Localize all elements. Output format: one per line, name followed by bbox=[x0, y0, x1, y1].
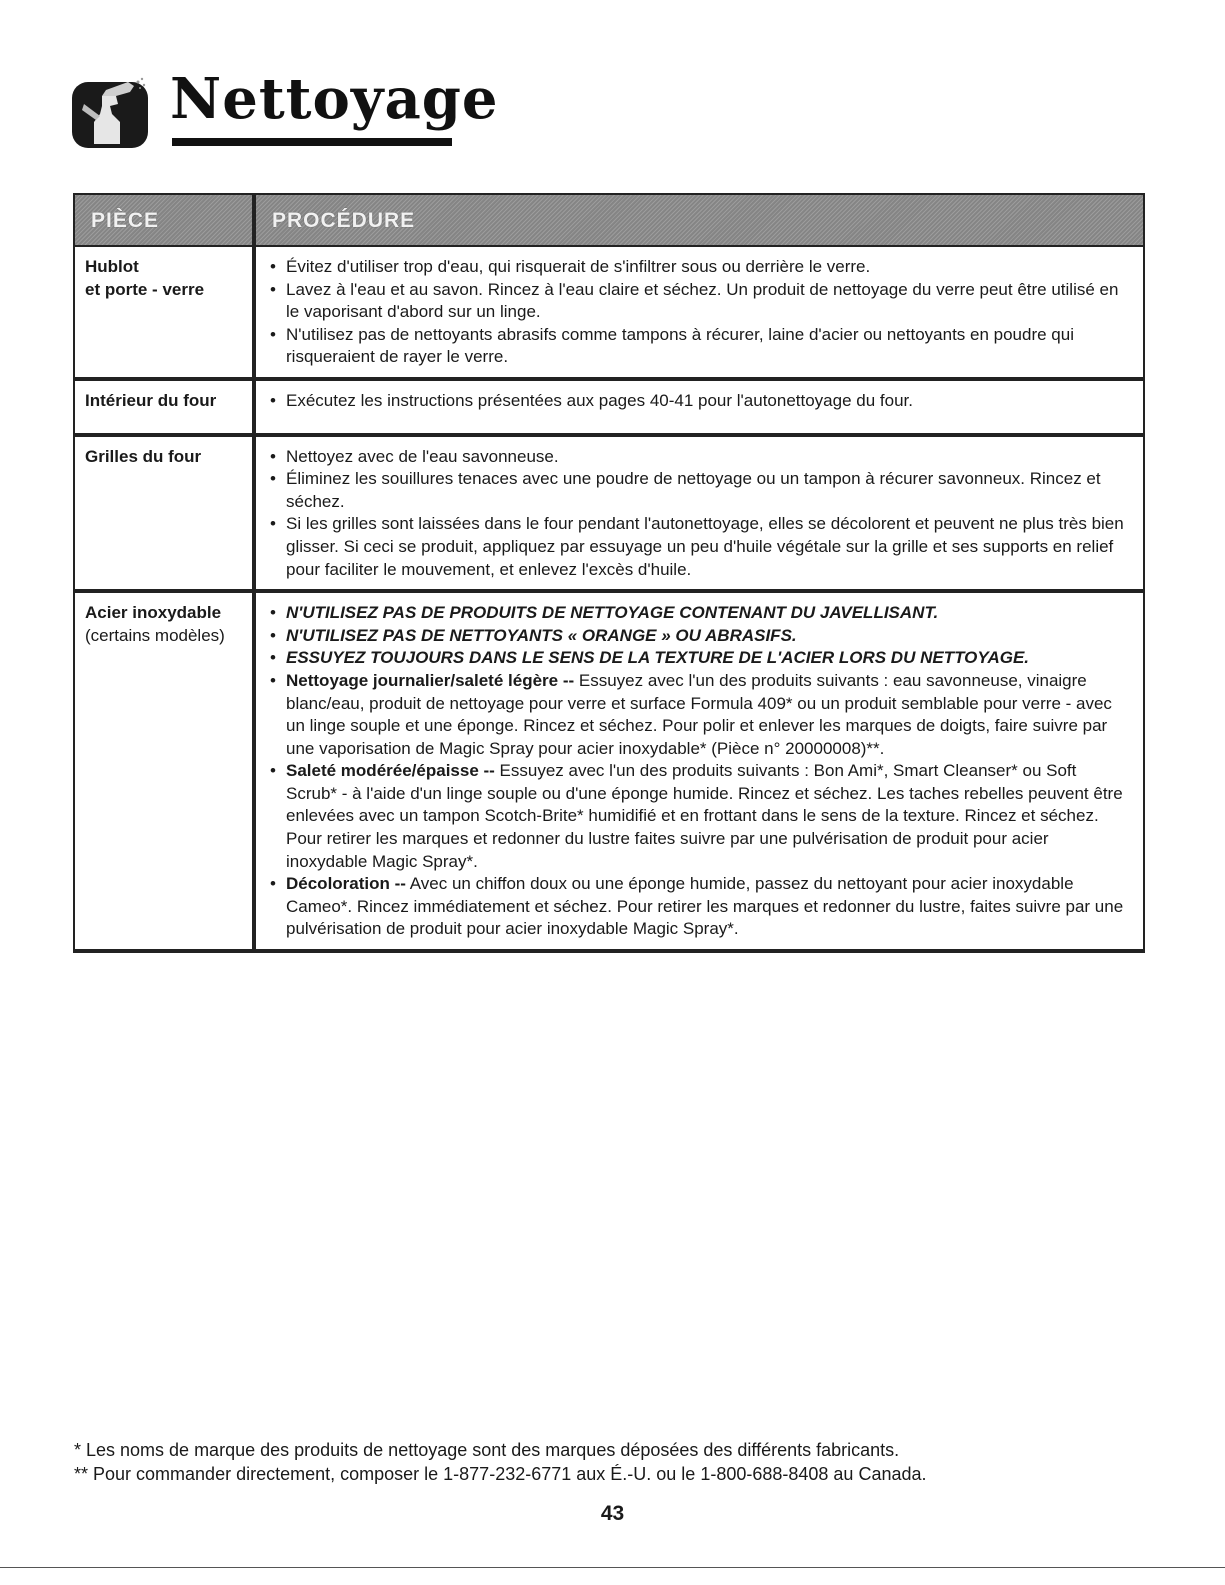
bullet: • bbox=[270, 670, 276, 690]
list-item bbox=[266, 468, 1125, 513]
piece-name: Intérieur du four bbox=[85, 390, 217, 410]
cleaning-table bbox=[73, 193, 1145, 953]
list-item bbox=[266, 390, 1125, 413]
item-text: Essuyez avec l'un des produits suivants : Bon Ami*, Smart Cleanser* ou Soft Scrub* - à l'aide d'un linge souple ou d'une éponge humide. Rincez et séchez. Les taches rebelles peuvent être enlevées avec un tampon Scotch-Brite* humidifié et en frottant dans le sens de la texture. Rincez et séchez. Pour retirer les marques et redonner du lustre faites suivre par une pulvérisation de produit pour acier inoxydable Magic Spray*. bbox=[286, 761, 1123, 871]
item-text: Évitez d'utiliser trop d'eau, qui risquerait de s'infiltrer sous ou derrière le verre. bbox=[286, 257, 871, 276]
header-piece: PIÈCE bbox=[75, 195, 256, 245]
footnote: ** Pour commander directement, composer le 1-877-232-6771 aux É.-U. ou le 1-800-688-8408 au Canada. bbox=[74, 1464, 927, 1484]
bullet: • bbox=[270, 257, 276, 276]
list-item bbox=[266, 513, 1125, 581]
page-number: 43 bbox=[600, 1502, 625, 1525]
bullet: • bbox=[270, 874, 276, 894]
warning-text: ESSUYEZ TOUJOURS DANS LE SENS DE LA TEXTURE DE L'ACIER LORS DU NETTOYAGE. bbox=[286, 648, 1030, 668]
list-item bbox=[266, 873, 1125, 941]
piece-name-line2: et porte - verre bbox=[85, 279, 205, 299]
procedure-list bbox=[266, 446, 1125, 582]
bullet: • bbox=[270, 603, 276, 623]
bullet: • bbox=[270, 625, 276, 645]
table-row bbox=[75, 247, 1143, 381]
bullet: • bbox=[270, 390, 276, 410]
warning-text: N'UTILISEZ PAS DE PRODUITS DE NETTOYAGE CONTENANT DU JAVELLISANT. bbox=[286, 603, 939, 623]
item-text: N'utilisez pas de nettoyants abrasifs comme tampons à récurer, laine d'acier ou nettoyants en poudre qui risqueraient de rayer le verre. bbox=[286, 324, 1074, 367]
bullet: • bbox=[270, 446, 276, 466]
list-item bbox=[266, 446, 1125, 469]
warning-item bbox=[266, 647, 1125, 670]
procedure-cell bbox=[256, 593, 1143, 949]
footnote: * Les noms de marque des produits de nettoyage sont des marques déposées des différents fabricants. bbox=[74, 1440, 900, 1460]
procedure-list bbox=[266, 256, 1125, 369]
item-lead: Saleté modérée/épaisse -- bbox=[286, 761, 495, 781]
title-underline bbox=[172, 138, 452, 146]
bullet: • bbox=[270, 279, 276, 299]
piece-name: Hublot bbox=[85, 257, 139, 276]
table-row bbox=[75, 593, 1143, 949]
item-lead: Décoloration -- bbox=[286, 874, 406, 894]
item-text: Exécutez les instructions présentées aux pages 40-41 pour l'autonettoyage du four. bbox=[286, 390, 913, 410]
bullet: • bbox=[270, 514, 276, 534]
piece-cell bbox=[75, 381, 256, 433]
header-procedure: PROCÉDURE bbox=[272, 209, 416, 232]
table-row bbox=[75, 437, 1143, 594]
list-item bbox=[266, 760, 1125, 873]
piece-cell bbox=[75, 437, 256, 590]
piece-cell bbox=[75, 593, 256, 949]
bullet: • bbox=[270, 324, 276, 344]
list-item bbox=[266, 670, 1125, 760]
bullet: • bbox=[270, 469, 276, 489]
page-bottom-rule bbox=[0, 1567, 1225, 1568]
item-text: Nettoyez avec de l'eau savonneuse. bbox=[286, 446, 559, 466]
procedure-list bbox=[266, 602, 1125, 941]
procedure-cell bbox=[256, 437, 1143, 590]
list-item bbox=[266, 256, 1125, 279]
procedure-list bbox=[266, 390, 1125, 413]
bullet: • bbox=[270, 761, 276, 781]
item-text: Essuyez avec l'un des produits suivants : eau savonneuse, vinaigre blanc/eau, produit de nettoyage pour verre et surface Formula 409* ou un produit semblable pour verre - avec un linge souple et une éponge. Rincez et séchez. Pour polir et enlever les marques de doigts, faire suivre par une vaporisation de Magic Spray pour acier inoxydable* (Pièce n° 20000008)**. bbox=[286, 670, 1112, 758]
list-item bbox=[266, 279, 1125, 324]
table-row bbox=[75, 381, 1143, 437]
warning-item bbox=[266, 602, 1125, 625]
spray-bottle-icon bbox=[72, 76, 150, 150]
piece-name: Acier inoxydable bbox=[85, 603, 222, 623]
piece-cell bbox=[75, 247, 256, 377]
item-text: Éliminez les souillures tenaces avec une poudre de nettoyage ou un tampon à récurer savonneux. Rincez et séchez. bbox=[286, 469, 1101, 511]
table-header bbox=[75, 195, 1143, 247]
piece-name: Grilles du four bbox=[85, 446, 202, 466]
procedure-cell bbox=[256, 381, 1143, 433]
page-title: Nettoyage bbox=[170, 66, 499, 132]
item-text: Lavez à l'eau et au savon. Rincez à l'eau claire et séchez. Un produit de nettoyage du verre peut être utilisé en le vaporisant d'abord sur un linge. bbox=[286, 279, 1119, 322]
procedure-cell bbox=[256, 247, 1143, 377]
warning-item bbox=[266, 625, 1125, 648]
list-item bbox=[266, 324, 1125, 369]
item-text: Si les grilles sont laissées dans le four pendant l'autonettoyage, elles se décolorent et peuvent ne plus très bien glisser. Si ceci se produit, appliquez par essuyage un peu d'huile végétale sur la grille et ses supports en relief pour faciliter le mouvement, et enlevez l'excès d'huile. bbox=[286, 514, 1124, 579]
item-text: Avec un chiffon doux ou une éponge humide, passez du nettoyant pour acier inoxydable Cameo*. Rincez immédiatement et séchez. Pour retirer les marques et redonner du lustre, faites suivre par une pulvérisation de produit pour acier inoxydable Magic Spray*. bbox=[286, 874, 1124, 939]
footnotes bbox=[74, 1438, 927, 1486]
warning-text: N'UTILISEZ PAS DE NETTOYANTS « ORANGE » OU ABRASIFS. bbox=[286, 625, 797, 645]
piece-subtitle: (certains modèles) bbox=[85, 625, 225, 645]
item-lead: Nettoyage journalier/saleté légère -- bbox=[286, 670, 575, 690]
bullet: • bbox=[270, 648, 276, 668]
